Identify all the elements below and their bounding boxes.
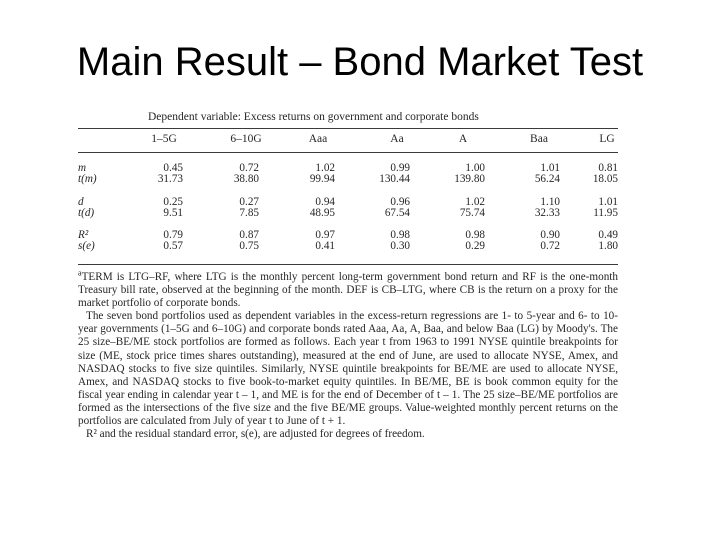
table-cell: 75.74	[459, 206, 485, 219]
table-cell: 48.95	[309, 206, 335, 219]
table-row	[78, 241, 618, 252]
row-label: t(d)	[78, 206, 95, 219]
table-cell: 0.75	[239, 240, 259, 253]
table-cell: 67.54	[384, 206, 410, 219]
notes-paragraph: R² and the residual standard error, s(e), are adjusted for degrees of freedom.	[86, 428, 425, 441]
table-cell: 1.02	[315, 162, 335, 174]
results-table	[78, 163, 618, 253]
column-header: Aa	[390, 133, 404, 145]
slide-title: Main Result – Bond Market Test	[76, 40, 644, 84]
bottom-rule	[78, 264, 618, 265]
footnote-marker: a	[78, 268, 82, 278]
column-header: 6–10G	[230, 133, 262, 145]
table-cell: 0.94	[315, 195, 335, 208]
table-cell: 0.97	[315, 229, 335, 242]
table-cell: 0.79	[163, 229, 183, 242]
column-header: Baa	[530, 133, 548, 145]
table-cell: 9.51	[163, 206, 183, 219]
table-cell: 0.49	[598, 229, 618, 242]
header-rule	[78, 152, 618, 153]
table-cell: 7.85	[239, 206, 259, 219]
row-label: R²	[78, 229, 89, 242]
table-cell: 56.24	[534, 173, 560, 186]
table-cell: 130.44	[379, 173, 410, 186]
table-cell: 0.29	[465, 240, 485, 253]
table-cell: 0.72	[239, 162, 259, 174]
table-cell: 0.27	[239, 195, 259, 208]
footnote-text: TERM is LTG–RF, where LTG is the monthly percent long-term government bond return and RF is the one-month Treasury bill rate, observed at the beginning of the month. DEF is CB–LTG, where CB is the return on a proxy for the market portfolio of corporate bonds.	[78, 271, 618, 310]
table-caption: Dependent variable: Excess returns on government and corporate bonds	[148, 111, 479, 123]
table-cell: 1.80	[598, 240, 618, 253]
row-label: s(e)	[78, 240, 95, 253]
table-row	[78, 174, 618, 185]
row-label: d	[78, 195, 84, 208]
column-header: Aaa	[308, 133, 328, 145]
table-cell: 0.98	[465, 229, 485, 242]
table-cell: 99.94	[309, 173, 335, 186]
table-cell: 0.41	[315, 240, 335, 253]
table-cell: 0.72	[540, 240, 560, 253]
table-cell: 0.57	[163, 240, 183, 253]
table-cell: 18.05	[592, 173, 618, 186]
table-cell: 0.45	[163, 162, 183, 174]
table-notes	[78, 268, 618, 441]
notes-paragraph: The seven bond portfolios used as dependent variables in the excess-return regressions are 1- to 5-year and 6- to 10-year governments (1–5G and 6–10G) and corporate bonds rated Aaa, Aa, A, Baa, and below Baa (LG) by Moody's. The 25 size–BE/ME stock portfolios are formed as follows. Each year t from 1963 to 1991 NYSE quintile breakpoints for size (ME, stock price times shares outstanding), measured at the end of June, are used to allocate NYSE, Amex, and NASDAQ stocks to five size quintiles. Similarly, NYSE quintile breakpoints for BE/ME are used to allocate NYSE, Amex, and NASDAQ stocks to five book-to-market equity quintiles. In BE/ME, BE is book common equity for the fiscal year ending in calendar year t – 1, and ME is for the end of December of t – 1. The 25 size–BE/ME portfolios are formed as the intersections of the five size and the five BE/ME groups. Value-weighted monthly percent returns on the portfolios are calculated from July of year t to June of t + 1.	[78, 310, 618, 428]
table-cell: 1.01	[598, 195, 618, 208]
table-cell: 1.00	[465, 162, 485, 174]
column-header: A	[458, 133, 468, 145]
scanned-table-image	[76, 108, 621, 490]
table-cell: 0.98	[390, 229, 410, 242]
column-header: 1–5G	[151, 133, 177, 145]
table-cell: 139.80	[454, 173, 485, 186]
table-cell: 0.96	[390, 195, 410, 208]
table-row	[78, 208, 618, 219]
table-cell: 1.01	[540, 162, 560, 174]
row-label: m	[78, 162, 87, 174]
table-cell: 1.10	[540, 195, 560, 208]
table-cell: 31.73	[157, 173, 183, 186]
table-cell: 0.87	[239, 229, 259, 242]
table-row	[78, 230, 618, 241]
table-cell: 32.33	[534, 206, 560, 219]
column-header: LG	[599, 133, 615, 145]
table-cell: 0.81	[598, 162, 618, 174]
row-label: t(m)	[78, 173, 97, 186]
table-cell: 0.90	[540, 229, 560, 242]
table-cell: 0.25	[163, 195, 183, 208]
table-cell: 0.99	[390, 162, 410, 174]
top-rule	[78, 128, 618, 129]
table-cell: 11.95	[593, 206, 618, 219]
table-cell: 38.80	[233, 173, 259, 186]
table-cell: 0.30	[390, 240, 410, 253]
table-cell: 1.02	[465, 195, 485, 208]
footnote	[78, 268, 618, 310]
